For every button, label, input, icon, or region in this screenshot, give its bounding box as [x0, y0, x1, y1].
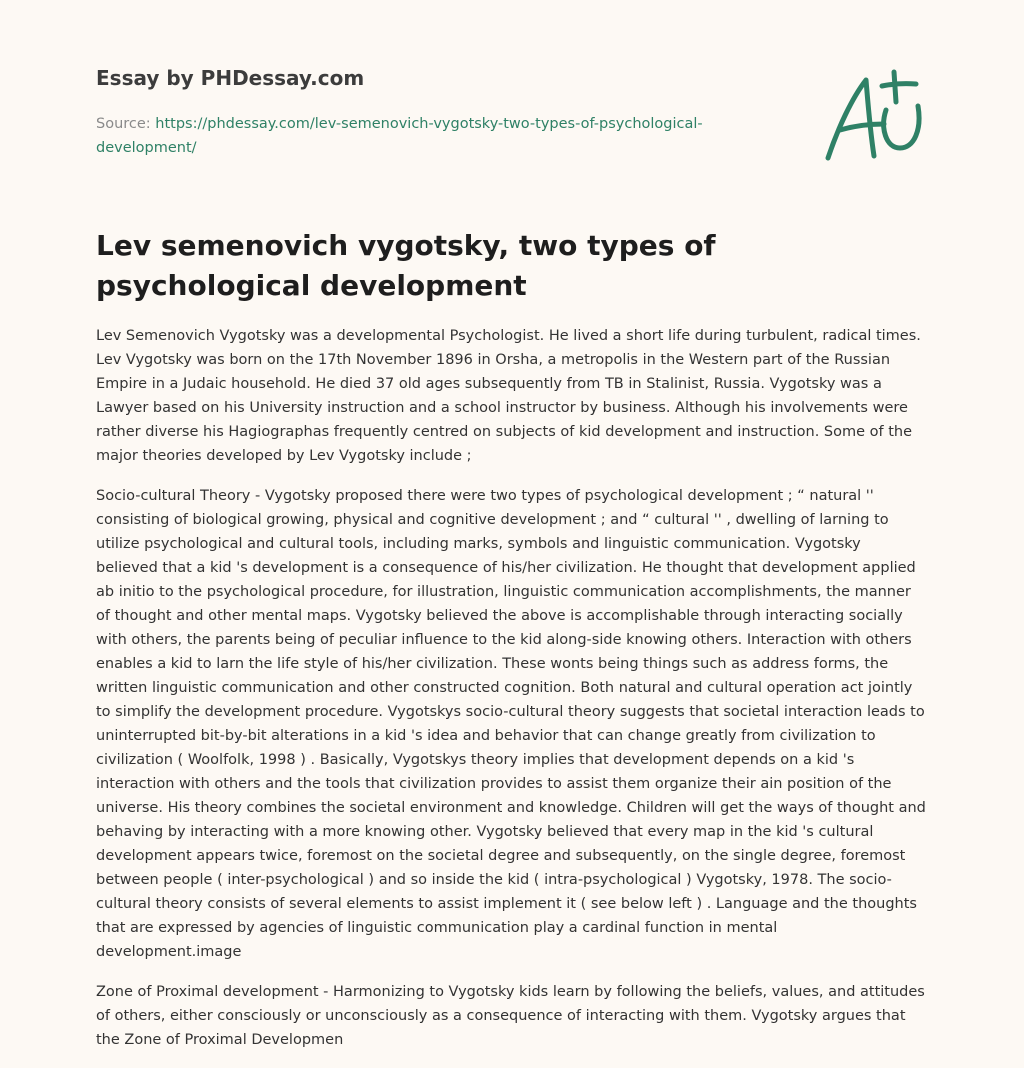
source-label: Source: [96, 116, 151, 132]
essay-title: Lev semenovich vygotsky, two types of psychological development [96, 229, 716, 302]
a-plus-logo-icon [824, 66, 932, 166]
paragraph: Zone of Proximal development - Harmonizing to Vygotsky kids learn by following the beliefs, values, and attitudes of others, either consciously or unconsciously as a consequence of interacting with them. Vygotsky argues that the Zone of Proximal Developmen [96, 984, 925, 1048]
essay-body [96, 324, 926, 1068]
document-page [96, 0, 926, 1068]
paragraph: Socio-cultural Theory - Vygotsky proposed there were two types of psychological development ; “ natural '' consisting of biological growing, physical and cognitive development ; and “ cultural '' , dwelling of larning to utilize psychological and cultural tools, including marks, symbols and linguistic communication. Vygotsky believed that a kid 's development is a consequence of his/her civilization. He thought that development applied ab initio to the psychological procedure, for illustration, linguistic communication accomplishments, the manner of thought and other mental maps. Vygotsky believed the above is accomplishable through interacting socially with others, the parents being of peculiar influence to the kid along-side knowing others. Interaction with others enables a kid to larn the life style of his/her civilization. These wonts being things such as address forms, the written linguistic communication and other constructed cognition. Both natural and cultural operation act jointly to simplify the development procedure. Vygotskys socio-cultural theory suggests that societal interaction leads to uninterrupted bit-by-bit alterations in a kid 's idea and behavior that can change greatly from civilization to civilization ( Woolfolk, 1998 ) . Basically, Vygotskys theory implies that development depends on a kid 's interaction with others and the tools that civilization provides to assist them organize their ain position of the universe. His theory combines the societal environment and knowledge. Children will get the ways of thought and behaving by interacting with a more knowing other. Vygotsky believed that every map in the kid 's cultural development appears twice, foremost on the societal degree and subsequently, on the single degree, foremost between people ( inter-psychological ) and so inside the kid ( intra-psychological ) Vygotsky, 1978. The socio-cultural theory consists of several elements to assist implement it ( see below left ) . Language and the thoughts that are expressed by agencies of linguistic communication play a cardinal function in mental development.image [96, 488, 926, 960]
site-brand: Essay by PHDessay.com [96, 66, 365, 90]
source-link[interactable]: https://phdessay.com/lev-semenovich-vygotsky-two-types-of-psychological-development/ [96, 116, 703, 156]
source-line [96, 112, 736, 160]
paragraph: Lev Semenovich Vygotsky was a developmental Psychologist. He lived a short life during turbulent, radical times. Lev Vygotsky was born on the 17th November 1896 in Orsha, a metropolis in the Western part of the Russian Empire in a Judaic household. He died 37 old ages subsequently from TB in Stalinist, Russia. Vygotsky was a Lawyer based on his University instruction and a school instructor by business. Although his involvements were rather diverse his Hagiographas frequently centred on subjects of kid development and instruction. Some of the major theories developed by Lev Vygotsky include ; [96, 328, 921, 464]
